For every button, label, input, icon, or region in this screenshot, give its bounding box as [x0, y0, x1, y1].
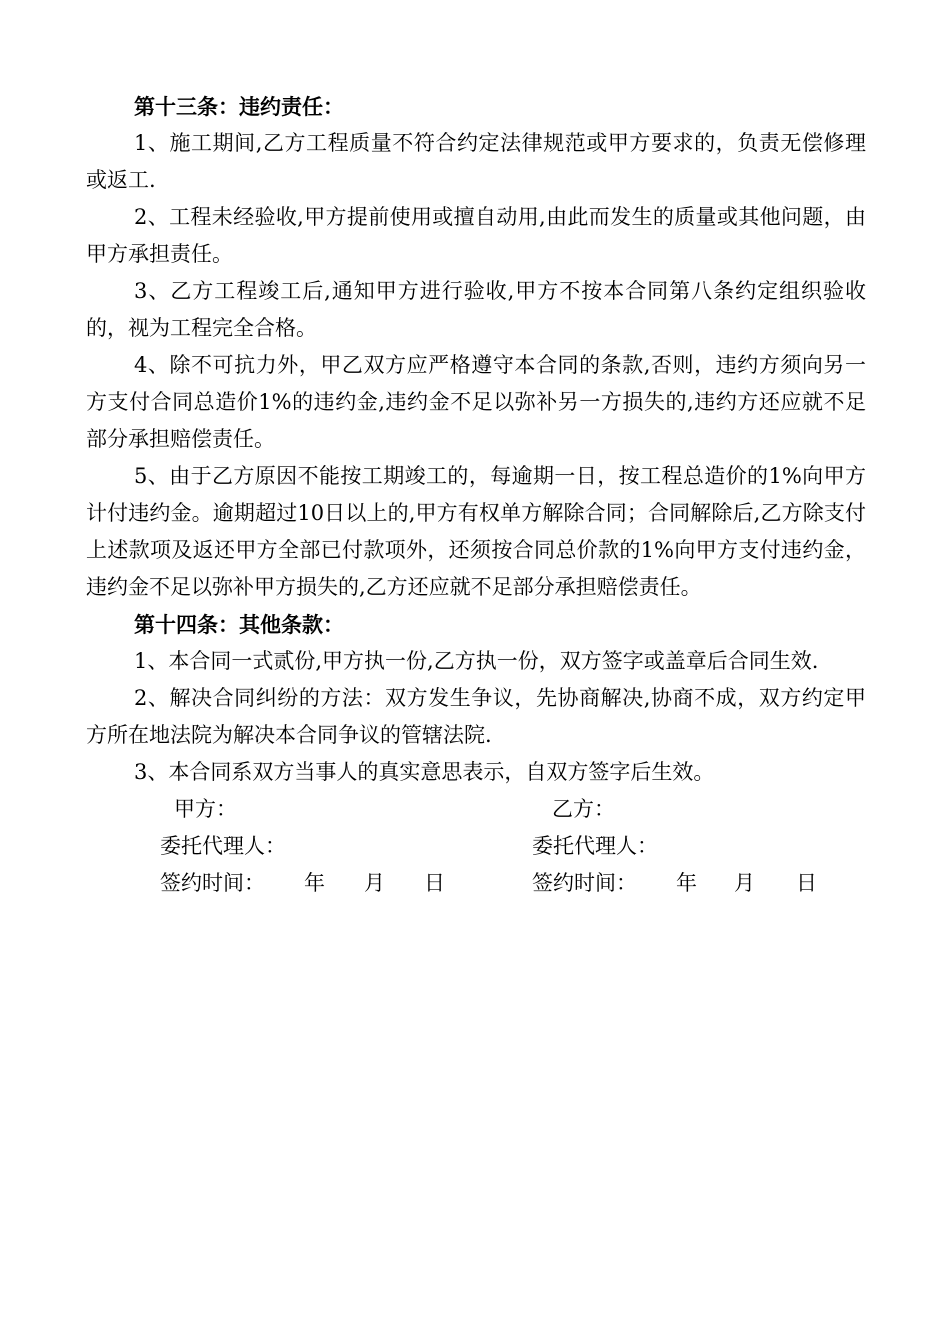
sign-time-a-day: 日	[424, 871, 445, 895]
article-14-item-3: 3、本合同系双方当事人的真实意思表示，自双方签字后生效。	[134, 760, 715, 784]
article-13-item-2: 2、工程未经验收,甲方提前使用或擅自动用,由此而发生的质量或其他问题，由甲方承担责任。	[86, 205, 866, 266]
article-13-item-1: 1、施工期间,乙方工程质量不符合约定法律规范或甲方要求的，负责无偿修理或返工.	[86, 131, 866, 192]
article-13-heading: 第十三条：违约责任：	[134, 94, 344, 119]
article-13-item-4: 4、除不可抗力外，甲乙双方应严格遵守本合同的条款,否则，违约方须向另一方支付合同总造价1%的违约金,违约金不足以弥补另一方损失的,违约方还应就不足部分承担赔偿责任。	[86, 353, 866, 451]
article-14-item-1: 1、本合同一式贰份,甲方执一份,乙方执一份，双方签字或盖章后合同生效.	[134, 649, 819, 673]
sign-time-b-month: 月	[734, 871, 755, 895]
sign-time-a-year: 年	[304, 871, 325, 895]
sign-time-b-label: 签约时间：	[532, 871, 637, 895]
party-b-label: 乙方：	[552, 797, 615, 821]
article-14-item-2: 2、解决合同纠纷的方法：双方发生争议，先协商解决,协商不成，双方约定甲方所在地法院为解决本合同争议的管辖法院.	[86, 686, 866, 747]
signature-block	[86, 791, 866, 902]
agent-b-label: 委托代理人：	[532, 834, 658, 858]
agent-row	[86, 828, 866, 865]
sign-time-a-month: 月	[364, 871, 385, 895]
article-13-item-3: 3、乙方工程竣工后,通知甲方进行验收,甲方不按本合同第八条约定组织验收的，视为工程完全合格。	[86, 279, 866, 340]
party-row	[86, 791, 866, 828]
contract-page	[86, 88, 866, 902]
sign-time-b-year: 年	[676, 871, 697, 895]
party-a-label: 甲方：	[174, 797, 237, 821]
sign-time-a-label: 签约时间：	[160, 871, 265, 895]
agent-a-label: 委托代理人：	[160, 834, 286, 858]
sign-time-row	[86, 865, 866, 902]
article-14-heading: 第十四条：其他条款：	[134, 612, 344, 637]
sign-time-b-day: 日	[796, 871, 817, 895]
article-13-item-5: 5、由于乙方原因不能按工期竣工的，每逾期一日，按工程总造价的1%向甲方计付违约金。逾期超过10日以上的,甲方有权单方解除合同；合同解除后,乙方除支付上述款项及返还甲方全部已付款项外，还须按合同总价款的1%向甲方支付违约金，违约金不足以弥补甲方损失的,乙方还应就不足部分承担赔偿责任。	[86, 464, 866, 599]
